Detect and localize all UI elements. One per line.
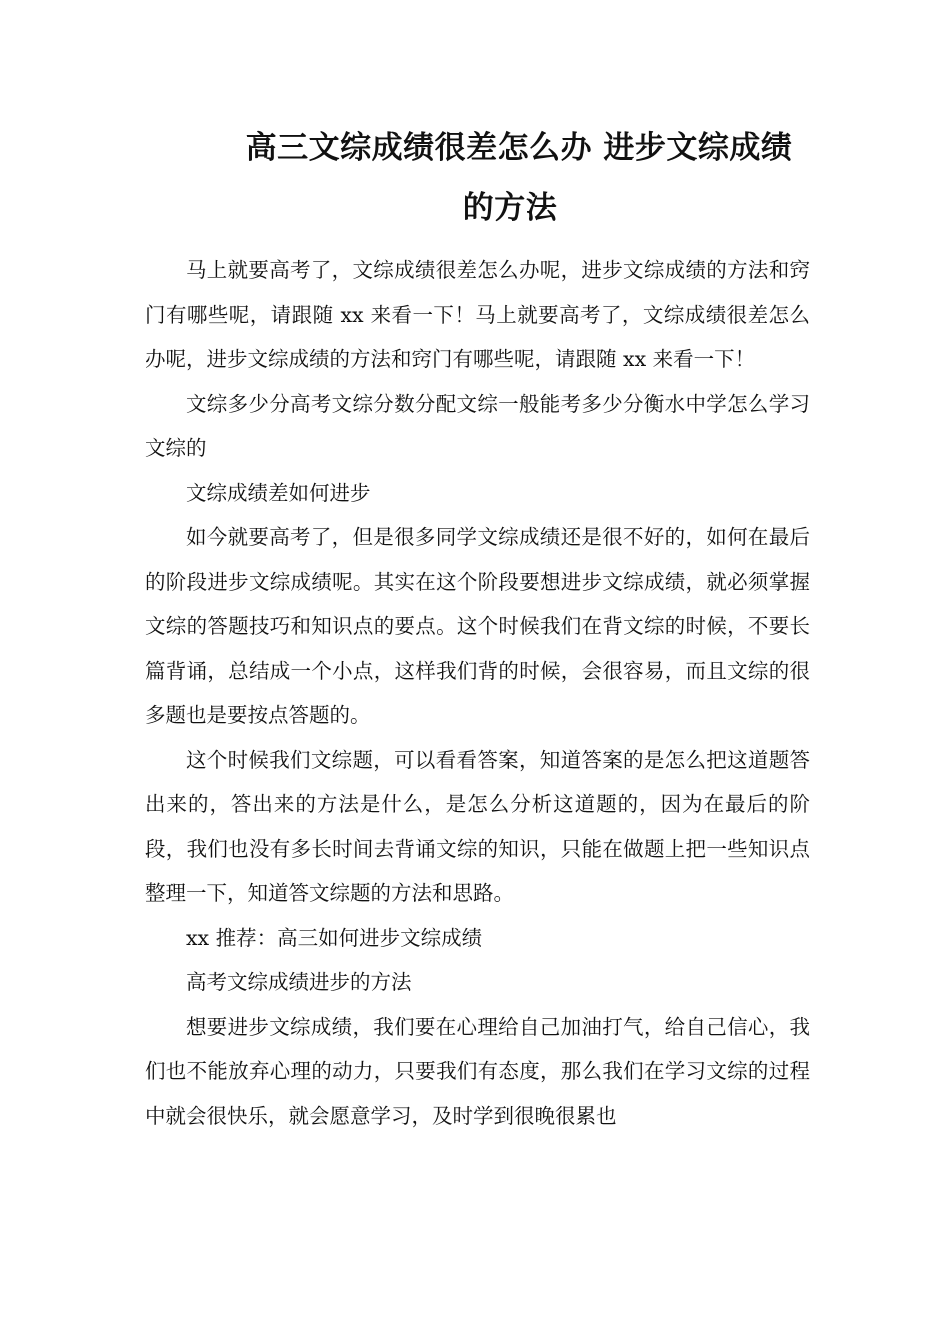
paragraph-subheading-methods: 高考文综成绩进步的方法 <box>186 970 412 994</box>
title-line-2: 的方法 <box>462 190 558 226</box>
paragraph-related-topics: 文综多少分高考文综分数分配文综一般能考多少分衡水中学怎么学习文综的 <box>145 391 810 460</box>
paragraph-recommendation: xx 推荐：高三如何进步文综成绩 <box>186 925 483 950</box>
document-body <box>145 248 810 1138</box>
document-title <box>145 118 875 238</box>
paragraph-subheading-improve: 文综成绩差如何进步 <box>186 480 371 505</box>
title-line-1: 高三文综成绩很差怎么办 进步文综成绩 <box>245 130 793 166</box>
paragraph-intro: 马上就要高考了，文综成绩很差怎么办呢，进步文综成绩的方法和窍门有哪些呢，请跟随 xx 来看一下！马上就要高考了，文综成绩很差怎么办呢，进步文综成绩的方法和窍门有哪些呢，请跟随 xx 来看一下！ <box>145 258 810 371</box>
paragraph-mindset: 想要进步文综成绩，我们要在心理给自己加油打气，给自己信心，我们也不能放弃心理的动力，只要我们有态度，那么我们在学习文综的过程中就会很快乐，就会愿意学习，及时学到很晚很累也 <box>145 1014 810 1128</box>
paragraph-final-stage: 如今就要高考了，但是很多同学文综成绩还是很不好的，如何在最后的阶段进步文综成绩呢。其实在这个阶段要想进步文综成绩，就必须掌握文综的答题技巧和知识点的要点。这个时候我们在背文综的时候，不要长篇背诵，总结成一个小点，这样我们背的时候，会很容易，而且文综的很多题也是要按点答题的。 <box>145 525 810 727</box>
paragraph-answer-review: 这个时候我们文综题，可以看看答案，知道答案的是怎么把这道题答出来的，答出来的方法是什么，是怎么分析这道题的，因为在最后的阶段，我们也没有多长时间去背诵文综的知识，只能在做题上把一些知识点整理一下，知道答文综题的方法和思路。 <box>145 747 810 905</box>
